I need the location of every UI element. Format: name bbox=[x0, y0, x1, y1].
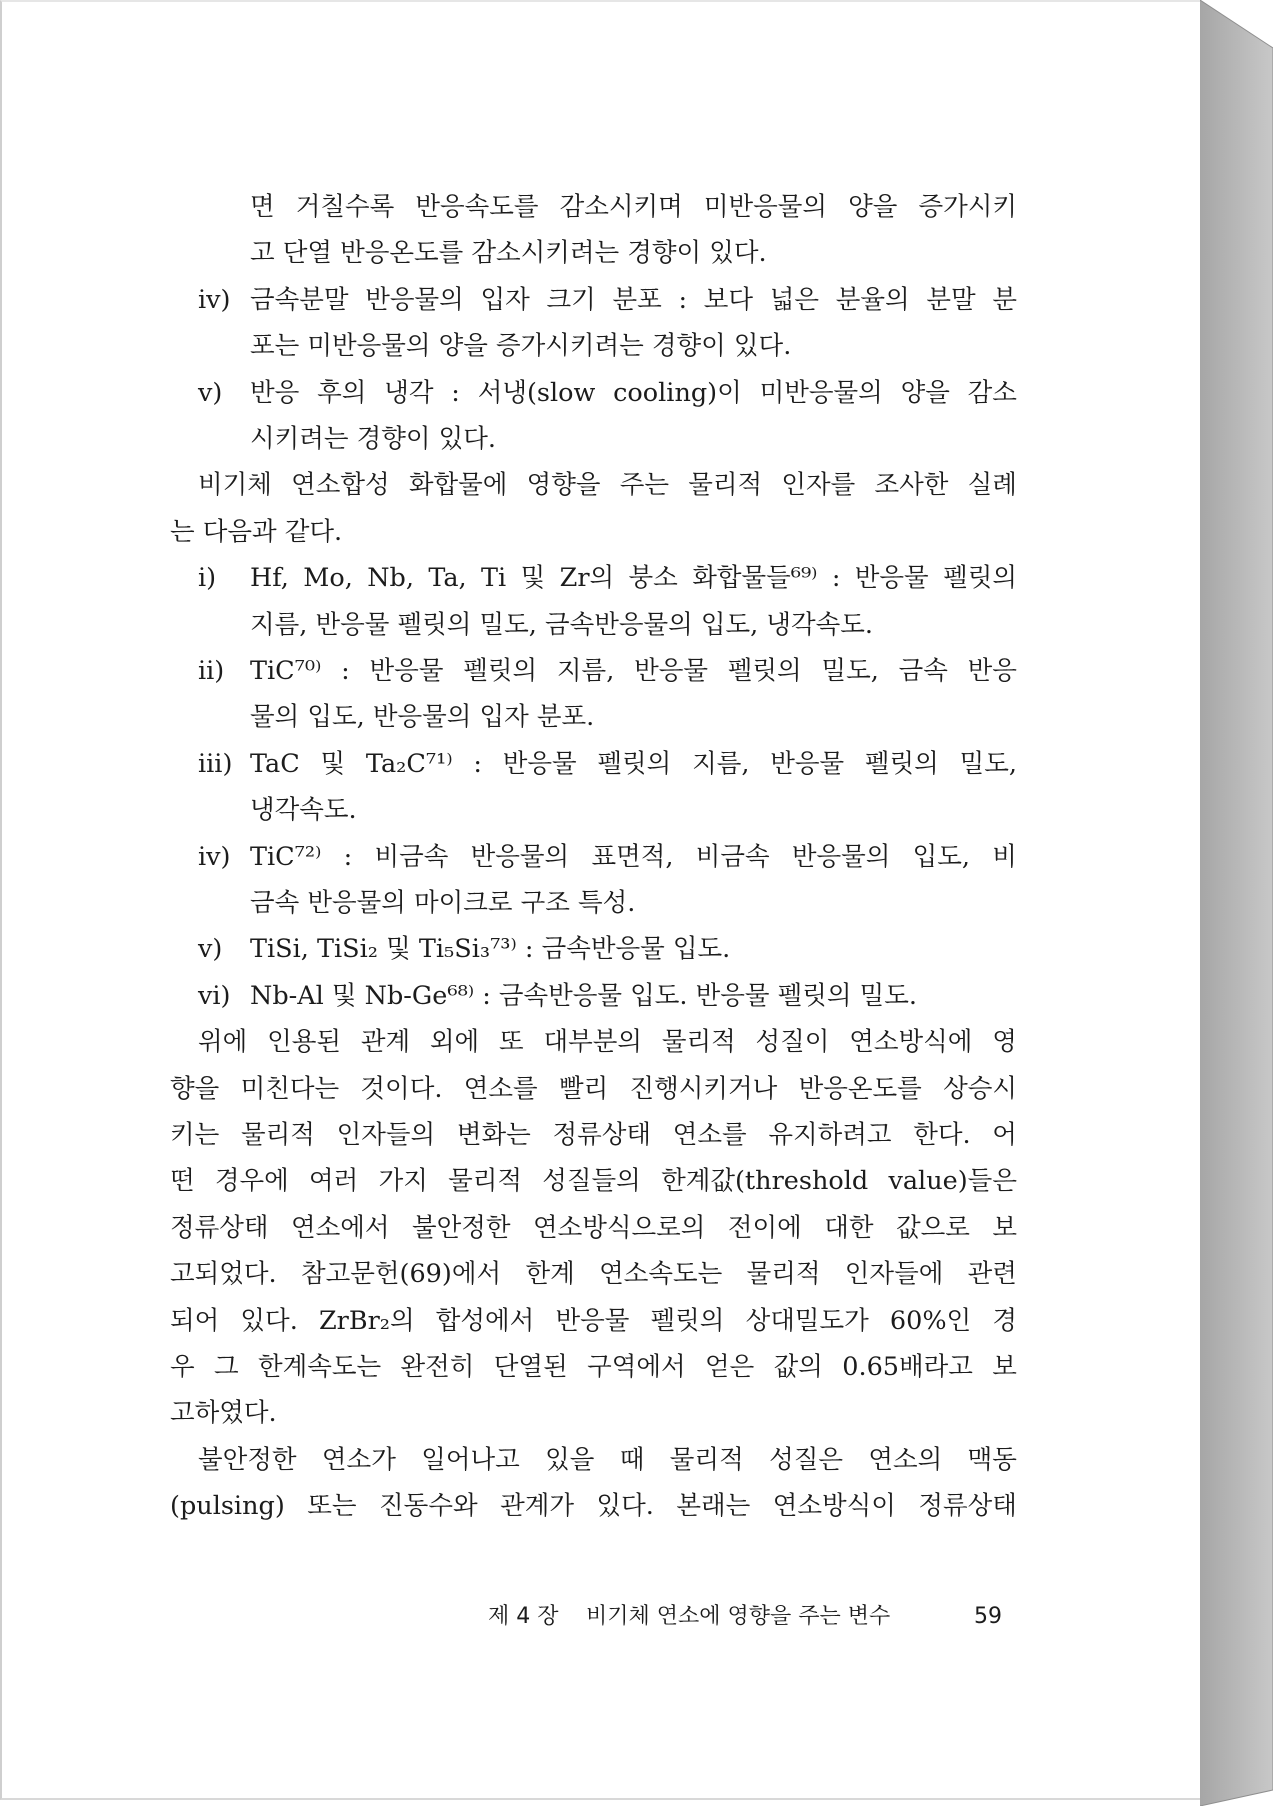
word: 반응물 bbox=[854, 563, 929, 594]
word: 정류상태 bbox=[552, 1120, 651, 1150]
list-marker: v) bbox=[198, 934, 223, 965]
line-text bbox=[250, 324, 791, 368]
word: : bbox=[451, 377, 460, 408]
word: 우 bbox=[170, 1352, 195, 1382]
word: 금속분말 bbox=[250, 284, 349, 315]
word: TiC⁷⁰⁾ bbox=[250, 656, 322, 686]
word: 연소방식으로의 bbox=[533, 1212, 706, 1243]
word: 값의 bbox=[773, 1352, 823, 1382]
word: 성질은 bbox=[769, 1444, 843, 1475]
line-content: 지름, 반응물 펠릿의 밀도, 금속반응물의 입도, 냉각속도. bbox=[250, 609, 873, 640]
word: 고되었다. bbox=[170, 1259, 277, 1290]
word: 참고문헌(69)에서 bbox=[300, 1259, 502, 1290]
list-marker: i) bbox=[198, 563, 217, 594]
word: 정류상태 bbox=[170, 1212, 269, 1243]
line-text bbox=[250, 649, 1017, 693]
line-text bbox=[250, 231, 767, 275]
word: 분포 bbox=[612, 284, 662, 315]
text-line bbox=[2, 278, 1202, 322]
line-content: TiSi, TiSi₂ 및 Ti₅Si₃⁷³⁾ : 금속반응물 입도. bbox=[250, 934, 731, 965]
word: 미반응물의 bbox=[703, 192, 828, 222]
word: 인용된 bbox=[267, 1027, 341, 1058]
word: : bbox=[678, 284, 688, 315]
word: 연소를 bbox=[463, 1073, 538, 1104]
line-text bbox=[250, 556, 1017, 600]
text-line bbox=[2, 927, 1202, 971]
word: 물리적 bbox=[669, 1444, 744, 1475]
word: 미친다는 bbox=[240, 1073, 340, 1104]
line-text bbox=[250, 371, 1017, 415]
word: 감소 bbox=[967, 377, 1017, 408]
text-line bbox=[2, 231, 1202, 275]
line-text bbox=[250, 278, 1017, 322]
word: 반응물의 bbox=[365, 284, 464, 315]
list-marker: vi) bbox=[198, 980, 231, 1011]
word: 맥동 bbox=[967, 1444, 1017, 1475]
word: 본래는 bbox=[676, 1491, 751, 1522]
word: 펠릿의 bbox=[463, 656, 538, 686]
line-text bbox=[170, 1159, 1017, 1203]
word: 또는 bbox=[307, 1491, 357, 1522]
line-text bbox=[250, 927, 730, 971]
word: value)들은 bbox=[888, 1166, 1017, 1197]
word: 0.65배라고 bbox=[842, 1352, 973, 1382]
line-content: 고하였다. bbox=[170, 1398, 277, 1429]
word: 완전히 bbox=[400, 1352, 475, 1382]
text-line bbox=[2, 974, 1202, 1018]
word: 경우에 bbox=[214, 1166, 289, 1197]
word: 관련 bbox=[967, 1259, 1017, 1290]
line-content: 물의 입도, 반응물의 입자 분포. bbox=[250, 702, 595, 733]
line-content: 냉각속도. bbox=[250, 795, 357, 826]
line-content: 고 단열 반응온도를 감소시키려는 경향이 있다. bbox=[250, 238, 767, 269]
text-line bbox=[2, 835, 1202, 879]
line-text bbox=[198, 1020, 1017, 1064]
line-content: 시키려는 경향이 있다. bbox=[250, 424, 497, 454]
line-text bbox=[170, 1067, 1017, 1111]
word: 조사한 bbox=[874, 470, 949, 501]
text-line bbox=[2, 603, 1202, 647]
word: 후의 bbox=[317, 377, 367, 408]
word: 영 bbox=[992, 1027, 1017, 1058]
word: 되어 bbox=[170, 1305, 220, 1336]
word: ZrBr₂의 bbox=[318, 1305, 415, 1336]
word: 지름, bbox=[692, 748, 750, 779]
word: 연소에서 bbox=[291, 1212, 390, 1243]
text-line bbox=[2, 788, 1202, 832]
word: 보 bbox=[992, 1352, 1017, 1382]
word: 반응물 bbox=[634, 656, 708, 686]
word: 또 bbox=[499, 1027, 524, 1058]
word: 위에 bbox=[198, 1027, 248, 1058]
word: 영향을 bbox=[526, 470, 601, 501]
text-line bbox=[2, 510, 1202, 554]
word: 불안정한 bbox=[412, 1212, 511, 1243]
text-line bbox=[2, 1020, 1202, 1064]
list-marker: iv) bbox=[198, 284, 231, 315]
word: 성질들의 bbox=[542, 1166, 641, 1197]
word: 인자들의 bbox=[336, 1120, 436, 1150]
text-line bbox=[2, 371, 1202, 415]
line-text bbox=[170, 1391, 277, 1435]
word: 펠릿의 bbox=[864, 748, 939, 779]
word: Ti bbox=[481, 563, 507, 594]
word: 가지 bbox=[378, 1166, 428, 1197]
word: 밀도, bbox=[821, 656, 879, 686]
word: 물리적 bbox=[448, 1166, 523, 1197]
list-marker: v) bbox=[198, 377, 223, 408]
text-line bbox=[2, 1159, 1202, 1203]
line-text bbox=[170, 1299, 1017, 1343]
line-content: 포는 미반응물의 양을 증가시키려는 경향이 있다. bbox=[250, 331, 792, 362]
word: 상대밀도가 bbox=[745, 1305, 869, 1336]
word: 상승시 bbox=[943, 1073, 1017, 1104]
word: 비금속 bbox=[374, 841, 449, 872]
word: Ta, bbox=[428, 563, 467, 594]
word: 진동수와 bbox=[379, 1491, 478, 1522]
text-line bbox=[2, 1484, 1202, 1528]
word: 보다 bbox=[703, 284, 754, 315]
word: 서냉(slow bbox=[477, 377, 596, 408]
word: 및 bbox=[320, 748, 346, 779]
word: 냉각 bbox=[384, 377, 434, 408]
text-line bbox=[2, 324, 1202, 368]
word: 연소방식에 bbox=[849, 1027, 973, 1058]
word: 반응물 bbox=[502, 748, 577, 779]
word: 연소속도는 bbox=[599, 1259, 723, 1290]
word: 구역에서 bbox=[587, 1352, 686, 1382]
line-text bbox=[250, 185, 1017, 229]
word: 넓은 bbox=[769, 284, 820, 315]
word: 연소합성 bbox=[291, 470, 390, 501]
footer-chapter: 제 4 장 bbox=[488, 1604, 559, 1629]
word: 단열된 bbox=[493, 1352, 568, 1382]
text-line bbox=[2, 1252, 1202, 1296]
text-line bbox=[2, 1113, 1202, 1157]
word: 합성에서 bbox=[435, 1305, 535, 1336]
word: : bbox=[831, 563, 841, 594]
word: 붕소 bbox=[628, 563, 678, 594]
word: 전이에 bbox=[727, 1212, 802, 1243]
word: Hf, bbox=[250, 563, 289, 594]
word: 외에 bbox=[429, 1027, 480, 1058]
line-text bbox=[250, 603, 873, 647]
word: 한계 bbox=[525, 1259, 575, 1290]
line-text bbox=[250, 881, 635, 925]
list-marker: iii) bbox=[198, 748, 233, 779]
word: Zr의 bbox=[559, 563, 615, 594]
text-line bbox=[2, 185, 1202, 229]
word: 펠릿의 bbox=[943, 563, 1017, 594]
word: 비금속 bbox=[695, 841, 770, 872]
word: TiC⁷²⁾ bbox=[250, 841, 322, 872]
word: 보 bbox=[992, 1212, 1017, 1243]
word: 펠릿의 bbox=[597, 748, 672, 779]
text-line bbox=[2, 417, 1202, 461]
word: 분 bbox=[992, 284, 1017, 315]
word: 연소방식이 bbox=[772, 1491, 896, 1522]
line-content: 는 다음과 같다. bbox=[170, 516, 343, 547]
word: 관계가 bbox=[500, 1491, 574, 1522]
word: 어 bbox=[992, 1120, 1017, 1150]
word: 물리적 bbox=[240, 1120, 315, 1150]
word: : bbox=[343, 841, 353, 872]
line-text bbox=[198, 1438, 1017, 1482]
word: 한계속도는 bbox=[258, 1352, 382, 1382]
word: 반응 bbox=[250, 377, 300, 408]
word: 정류상태 bbox=[918, 1491, 1017, 1522]
word: 유지하려고 bbox=[768, 1120, 892, 1150]
text-line bbox=[2, 649, 1202, 693]
line-text bbox=[198, 463, 1017, 507]
word: 빨리 bbox=[558, 1073, 609, 1104]
word: 인자를 bbox=[781, 470, 856, 501]
word: 관계 bbox=[360, 1027, 411, 1058]
line-text bbox=[170, 1345, 1017, 1389]
word: 양을 bbox=[848, 192, 898, 222]
line-content: Nb-Al 및 Nb-Ge⁶⁸⁾ : 금속반응물 입도. 반응물 펠릿의 밀도. bbox=[250, 980, 918, 1011]
word: 반응물 bbox=[555, 1305, 630, 1336]
line-content: 금속 반응물의 마이크로 구조 특성. bbox=[250, 888, 636, 918]
line-text bbox=[250, 974, 917, 1018]
text-line bbox=[2, 742, 1202, 786]
text-line bbox=[2, 1067, 1202, 1111]
word: 화합물에 bbox=[408, 470, 508, 501]
word: 물리적 bbox=[688, 470, 763, 501]
word: 금속 bbox=[898, 656, 948, 686]
word: 분말 bbox=[926, 284, 976, 315]
line-text bbox=[170, 1206, 1017, 1250]
word: 대부분의 bbox=[543, 1027, 642, 1058]
word: cooling)이 bbox=[613, 377, 742, 408]
text-line bbox=[2, 1206, 1202, 1250]
word: 표면적, bbox=[591, 841, 674, 872]
word: 진행시키거나 bbox=[629, 1073, 778, 1104]
word: 반응물의 bbox=[470, 841, 570, 872]
word: 성질이 bbox=[755, 1027, 830, 1058]
word: 있다. bbox=[596, 1491, 654, 1522]
line-text bbox=[250, 835, 1017, 879]
word: 반응속도를 bbox=[415, 192, 539, 222]
word: 값으로 bbox=[895, 1212, 970, 1243]
text-line bbox=[2, 1391, 1202, 1435]
word: 거칠수록 bbox=[295, 192, 395, 222]
line-text bbox=[250, 695, 594, 739]
word: 지름, bbox=[556, 656, 615, 686]
line-text bbox=[170, 1252, 1017, 1296]
word: 연소가 bbox=[321, 1444, 396, 1475]
word: 양을 bbox=[900, 377, 950, 408]
word: 증가시키 bbox=[918, 192, 1017, 222]
running-footer bbox=[2, 1597, 1202, 1637]
word: 펠릿의 bbox=[727, 656, 802, 686]
page-number: 59 bbox=[974, 1604, 1002, 1629]
text-line bbox=[2, 1345, 1202, 1389]
word: 한계값(threshold bbox=[661, 1166, 869, 1197]
word: 반응 bbox=[967, 656, 1017, 686]
book-page-edge bbox=[1200, 0, 1273, 1806]
line-text bbox=[250, 417, 496, 461]
text-line bbox=[2, 1299, 1202, 1343]
word: 감소시키며 bbox=[559, 192, 683, 222]
word: 향을 bbox=[170, 1073, 220, 1104]
word: 미반응물의 bbox=[759, 377, 883, 408]
word: 있다. bbox=[240, 1305, 298, 1336]
word: 분율의 bbox=[835, 284, 910, 315]
word: 면 bbox=[250, 192, 275, 222]
text-line bbox=[2, 881, 1202, 925]
word: Nb, bbox=[367, 563, 414, 594]
word: 때 bbox=[619, 1444, 645, 1475]
word: Mo, bbox=[303, 563, 353, 594]
word: : bbox=[341, 656, 350, 686]
word: 불안정한 bbox=[198, 1444, 297, 1475]
text-line bbox=[2, 695, 1202, 739]
word: 주는 bbox=[619, 470, 670, 501]
word: 화합물들⁶⁹⁾ bbox=[692, 563, 818, 594]
word: 비 bbox=[992, 841, 1017, 872]
word: Ta₂C⁷¹⁾ bbox=[365, 748, 453, 779]
word: 연소의 bbox=[868, 1444, 943, 1475]
word: 것이다. bbox=[360, 1073, 443, 1104]
word: 변화는 bbox=[456, 1120, 531, 1150]
footer-title: 비기체 연소에 영향을 주는 변수 bbox=[586, 1604, 891, 1629]
word: 밀도, bbox=[959, 748, 1017, 779]
word: 여러 bbox=[309, 1166, 359, 1197]
line-text bbox=[250, 788, 357, 832]
word: 실례 bbox=[967, 470, 1017, 501]
word: 그 bbox=[214, 1352, 239, 1382]
word: 일어나고 bbox=[421, 1444, 520, 1475]
word: 대한 bbox=[824, 1212, 874, 1243]
word: TaC bbox=[250, 748, 300, 779]
word: 키는 bbox=[170, 1120, 220, 1150]
word: 입자 bbox=[480, 284, 530, 315]
word: 인자들에 bbox=[844, 1259, 944, 1290]
word: 펠릿의 bbox=[650, 1305, 725, 1336]
word: 반응물 bbox=[369, 656, 444, 686]
word: 60%인 bbox=[889, 1305, 972, 1336]
word: 있을 bbox=[545, 1444, 595, 1475]
word: 및 bbox=[520, 563, 546, 594]
line-text bbox=[170, 510, 342, 554]
word: 한다. bbox=[913, 1120, 971, 1150]
word: 연소를 bbox=[672, 1120, 747, 1150]
word: : bbox=[473, 748, 482, 779]
text-line bbox=[2, 1438, 1202, 1482]
word: 크기 bbox=[546, 284, 596, 315]
word: 얻은 bbox=[704, 1352, 755, 1382]
line-text bbox=[170, 1484, 1017, 1528]
word: (pulsing) bbox=[170, 1491, 285, 1522]
word: 반응온도를 bbox=[798, 1073, 922, 1104]
list-marker: iv) bbox=[198, 841, 231, 872]
text-line bbox=[2, 556, 1202, 600]
word: 물리적 bbox=[746, 1259, 821, 1290]
word: 비기체 bbox=[198, 470, 272, 501]
word: 물리적 bbox=[661, 1027, 736, 1058]
word: 입도, bbox=[912, 841, 971, 872]
word: 떤 bbox=[170, 1166, 195, 1197]
word: 경 bbox=[992, 1305, 1017, 1336]
list-marker: ii) bbox=[198, 656, 225, 686]
line-text bbox=[250, 742, 1017, 786]
word: 반응물의 bbox=[791, 841, 891, 872]
word: 반응물 bbox=[770, 748, 845, 779]
text-line bbox=[2, 463, 1202, 507]
line-text bbox=[170, 1113, 1017, 1157]
